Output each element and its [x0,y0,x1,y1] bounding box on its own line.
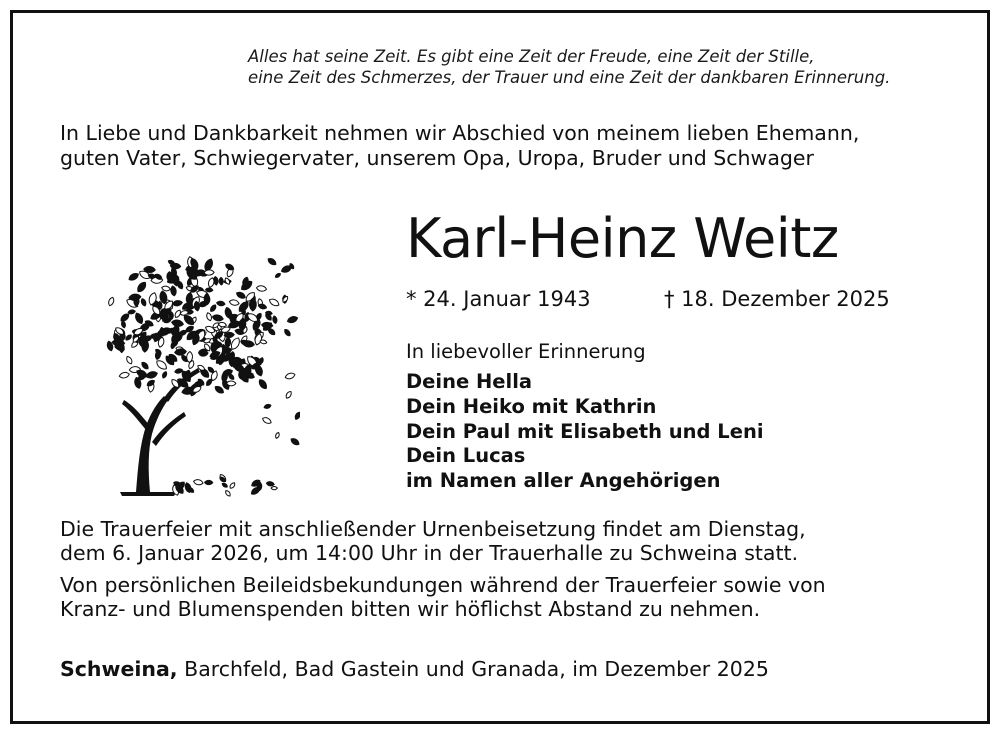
condolence-line-2: Kranz- und Blumenspenden bitten wir höflichst Abstand zu nehmen. [60,597,761,621]
motto-line-1: Alles hat seine Zeit. Es gibt eine Zeit der Freude, eine Zeit der Stille, [248,47,815,66]
mourner-line: Dein Paul mit Elisabeth und Leni [406,419,764,443]
leaf-shape [115,345,123,349]
mourner-line: Dein Lucas [406,444,526,468]
leaf-shape [221,482,228,488]
leaf-shape [145,370,158,379]
leaf-shape [259,357,265,364]
mourners-list [406,370,764,494]
closing-rest: Barchfeld, Bad Gastein und Granada, im Dezember 2025 [177,657,769,681]
intro-line-1: In Liebe und Dankbarkeit nehmen wir Abschied von meinem lieben Ehemann, [60,121,860,145]
leaf-shape [212,314,224,322]
leaf-shape [257,378,268,390]
leaf-shape [107,297,115,307]
leaf-shape [275,272,282,278]
mourner-line: im Namen aller Angehörigen [406,469,721,493]
leaf-shape [249,298,256,311]
leaf-shape [170,341,175,349]
leaf-shape [272,316,277,324]
death-date: † 18. Dezember 2025 [664,287,890,311]
leaf-shape [119,312,130,323]
motto-quote [248,46,890,88]
leaf-shape [229,482,236,490]
leaf-shape [226,381,235,386]
leaf-shape [193,479,203,486]
leaf-shape [260,339,268,344]
leaf-shape [267,257,278,267]
remembrance-label: In liebevoller Erinnerung [406,340,646,363]
leaf-shape [271,486,277,489]
closing-place: Schweina, [60,657,178,681]
leaf-shape [268,297,280,307]
leaf-shape [158,301,162,309]
motto-line-2: eine Zeit des Schmerzes, der Trauer und eine Zeit der dankbaren Erinnerung. [248,68,891,87]
leaf-shape [128,272,140,282]
service-info [60,517,806,565]
leaf-shape [216,301,225,307]
deceased-name: Karl-Heinz Weitz [406,207,839,270]
intro-text [60,121,859,171]
leaf-shape [287,315,299,324]
leaf-shape [172,300,182,307]
intro-line-2: guten Vater, Schwiegervater, unserem Opa, Uropa, Bruder und Schwager [60,146,814,170]
leaf-shape [140,361,149,370]
leaf-shape [205,288,213,293]
leaf-shape [275,432,280,439]
leaf-shape [206,312,213,321]
leaf-shape [224,490,231,498]
closing-line [60,656,769,682]
leaf-shape [171,319,184,327]
leaf-shape [125,334,133,341]
leaf-shape [119,372,130,379]
leaf-shape [121,321,126,329]
leaf-shape [283,328,291,337]
service-line-1: Die Trauerfeier mit anschließender Urnenbeisetzung findet am Dienstag, [60,517,806,541]
leaf-shape [229,299,240,306]
leaf-shape [219,277,223,285]
leaf-shape [282,295,289,303]
leaf-shape [294,411,300,420]
leaf-shape [161,371,167,379]
mourner-line: Dein Heiko mit Kathrin [406,394,657,418]
mourner-line: Deine Hella [406,370,533,393]
tree-illustration [80,230,300,502]
leaf-shape [170,286,177,297]
life-dates [406,286,890,312]
leaf-shape [134,312,145,325]
leaf-shape [290,437,300,447]
tree-leaves [106,256,300,497]
leaf-shape [205,480,213,484]
service-line-2: dem 6. Januar 2026, um 14:00 Uhr in der Trauerhalle zu Schweina statt. [60,541,799,565]
leaf-shape [285,390,293,399]
leaf-shape [262,416,273,425]
condolence-request [60,573,826,621]
leaf-shape [209,304,217,313]
leaf-shape [264,404,272,410]
leaf-shape [136,280,148,293]
leaf-shape [204,270,214,276]
leaf-shape [266,481,274,486]
leaf-shape [194,381,204,387]
birth-date: * 24. Januar 1943 [406,287,591,311]
condolence-line-1: Von persönlichen Beileidsbekundungen während der Trauerfeier sowie von [60,573,826,597]
leaf-shape [125,355,133,364]
leaf-shape [235,291,246,300]
leaf-shape [284,372,295,380]
leaf-shape [140,298,147,307]
leaf-shape [224,277,231,285]
leaf-shape [256,285,267,292]
